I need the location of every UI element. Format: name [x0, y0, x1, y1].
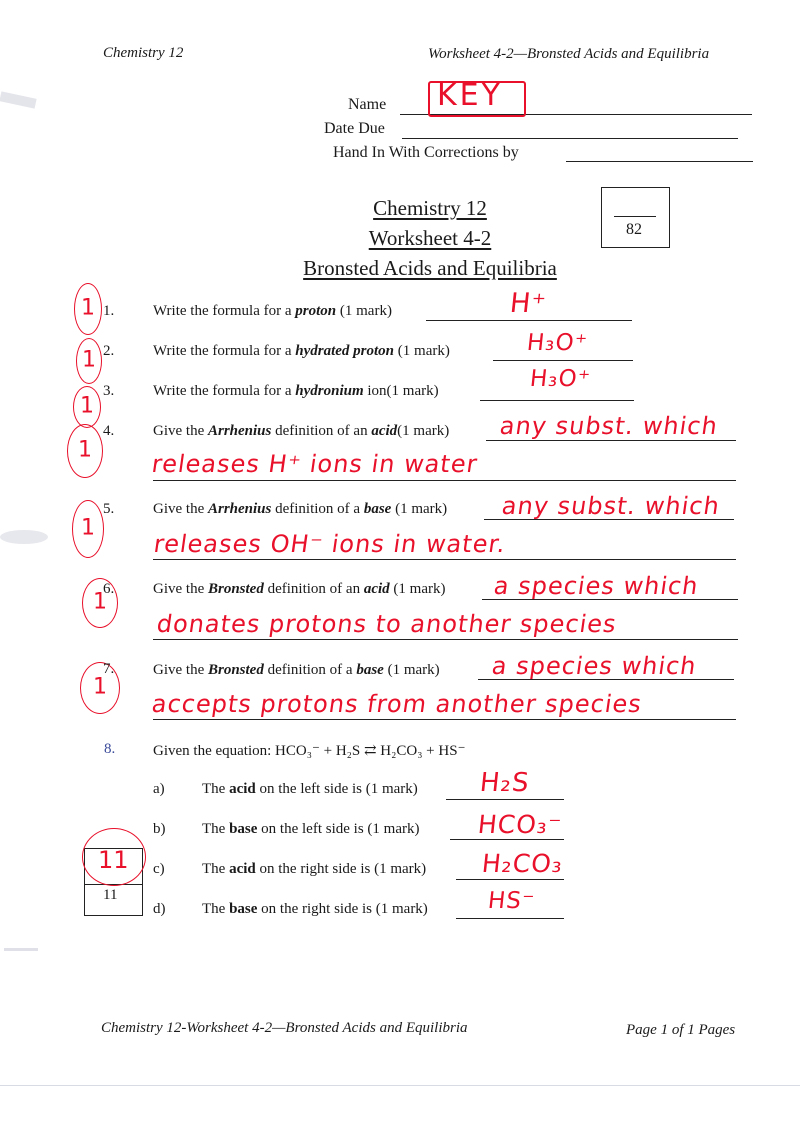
date-due-field[interactable]	[402, 138, 738, 139]
part-term: acid	[229, 781, 256, 797]
question-text	[153, 343, 450, 360]
answer-handwritten: donates protons to another species	[155, 610, 619, 638]
answer-handwritten: a species which	[490, 652, 699, 680]
question-number: 8.	[104, 741, 116, 757]
part-text-post: on the right side is (1 mark)	[255, 861, 427, 877]
mark-value: 1	[78, 437, 92, 463]
scan-edge	[0, 1085, 800, 1086]
title-worksheet: Worksheet 4-2	[368, 226, 492, 250]
part-label: b)	[153, 821, 166, 837]
question-text	[153, 662, 440, 679]
question-number: 1.	[103, 303, 115, 319]
question-number: 7.	[103, 661, 115, 677]
answer-handwritten: any subst. which	[500, 492, 722, 520]
answer-line[interactable]	[153, 480, 736, 481]
question-term: hydrated proton	[295, 343, 395, 359]
mark-value: 1	[93, 589, 107, 615]
hand-in-label: Hand In With Corrections by	[333, 144, 519, 161]
mark-circle	[74, 283, 102, 335]
answer-handwritten: HCO₃⁻	[476, 810, 564, 839]
answer-line[interactable]	[493, 360, 633, 361]
mark-value: 1	[82, 347, 96, 373]
q8-score-total: 11	[103, 887, 118, 903]
date-due-label: Date Due	[324, 120, 385, 137]
question-text-pre: Write the formula for a	[153, 303, 296, 319]
answer-line[interactable]	[446, 799, 564, 800]
question-text-post: (1 mark)	[397, 423, 450, 439]
question-text-pre: Write the formula for a	[153, 383, 296, 399]
question-text-pre: Give the	[153, 501, 208, 517]
part-label: c)	[153, 861, 165, 877]
score-total: 82	[626, 221, 642, 238]
question-term: acid	[363, 581, 390, 597]
question-text-pre: Give the	[153, 662, 208, 678]
total-score-box	[601, 187, 670, 248]
answer-line[interactable]	[480, 400, 634, 401]
name-label: Name	[348, 96, 387, 113]
question-text-pre: Give the	[153, 423, 208, 439]
part-text	[202, 901, 428, 918]
question-text	[153, 383, 439, 400]
part-text-post: on the left side is (1 mark)	[255, 781, 418, 797]
scan-smudge	[4, 948, 38, 951]
answer-line[interactable]	[456, 879, 564, 880]
answer-line[interactable]	[486, 440, 736, 441]
question-number: 3.	[103, 383, 115, 399]
part-term: base	[229, 821, 258, 837]
part-text-pre: The	[202, 821, 230, 837]
answer-handwritten: H₂S	[478, 768, 532, 798]
question-text-post: (1 mark)	[391, 501, 448, 517]
question-term: base	[363, 501, 392, 517]
part-label: d)	[153, 901, 166, 917]
question-text-pre: Write the formula for a	[153, 343, 296, 359]
answer-handwritten: a species which	[492, 572, 701, 600]
part-term: acid	[229, 861, 256, 877]
part-text-pre: The	[202, 861, 230, 877]
name-value: KEY	[437, 78, 503, 113]
question-text-mid: definition of an	[271, 423, 372, 439]
question-text-post: (1 mark)	[389, 581, 446, 597]
question-term: Arrhenius	[207, 501, 272, 517]
question-term: Bronsted	[207, 581, 264, 597]
part-text-post: on the left side is (1 mark)	[257, 821, 420, 837]
score-blank	[614, 216, 656, 217]
scan-smudge	[0, 91, 37, 108]
answer-handwritten: accepts protons from another species	[150, 690, 644, 718]
answer-handwritten: H₃O⁺	[525, 330, 590, 356]
worksheet-header: Worksheet 4-2—Bronsted Acids and Equilibria	[428, 46, 710, 62]
answer-line[interactable]	[153, 559, 736, 560]
part-text-pre: The	[202, 901, 230, 917]
question-text-mid: definition of a	[263, 662, 357, 678]
course-header: Chemistry 12	[103, 45, 184, 61]
mark-value: 1	[93, 674, 107, 700]
answer-line[interactable]	[153, 719, 736, 720]
title-topic: Bronsted Acids and Equilibria	[303, 256, 557, 280]
answer-line[interactable]	[456, 918, 564, 919]
answer-line[interactable]	[450, 839, 564, 840]
question-text-pre: Give the	[153, 581, 208, 597]
question-term: acid	[371, 423, 398, 439]
question-term: hydronium	[295, 383, 364, 399]
question-text	[153, 423, 449, 440]
question-text-mid: definition of an	[263, 581, 364, 597]
question-number: 6.	[103, 581, 115, 597]
scan-smudge	[0, 530, 48, 544]
answer-line[interactable]	[153, 639, 738, 640]
question-number: 4.	[103, 423, 115, 439]
part-text	[202, 861, 426, 878]
question-text-post: (1 mark)	[394, 343, 450, 359]
mark-value: 1	[81, 515, 95, 541]
answer-handwritten: releases OH⁻ ions in water.	[152, 530, 508, 558]
equation-text: Given the equation: HCO₃⁻ + H₂S ⇄ H₂CO₃ + HS⁻	[153, 743, 466, 759]
part-text-post: on the right side is (1 mark)	[257, 901, 428, 917]
hand-in-field[interactable]	[566, 161, 753, 162]
q8-score-earned: 11	[98, 846, 129, 874]
title-course: Chemistry 12	[373, 196, 487, 220]
question-text-post: (1 mark)	[383, 662, 440, 678]
question-text	[153, 581, 445, 598]
question-text-post: ion(1 mark)	[363, 383, 439, 399]
part-term: base	[229, 901, 258, 917]
answer-handwritten: any subst. which	[498, 412, 720, 440]
answer-handwritten: releases H⁺ ions in water	[150, 450, 480, 478]
question-text-post: (1 mark)	[336, 303, 392, 319]
answer-handwritten: H₂CO₃	[480, 849, 565, 878]
answer-handwritten: H⁺	[508, 288, 549, 319]
mark-circle	[73, 386, 101, 428]
mark-circle	[67, 424, 103, 478]
mark-circle	[72, 500, 104, 558]
question-text	[153, 501, 447, 518]
mark-circle	[76, 338, 102, 384]
part-label: a)	[153, 781, 165, 797]
part-text	[202, 821, 419, 838]
part-text	[202, 781, 418, 798]
question-number: 5.	[103, 501, 115, 517]
question-term: proton	[295, 303, 337, 319]
question-term: Arrhenius	[207, 423, 272, 439]
mark-value: 1	[81, 295, 95, 321]
part-text-pre: The	[202, 781, 230, 797]
question-text	[153, 303, 392, 320]
answer-handwritten: H₃O⁺	[528, 366, 593, 392]
footer-title: Chemistry 12-Worksheet 4-2—Bronsted Acids and Equilibria	[101, 1020, 468, 1036]
answer-handwritten: HS⁻	[486, 888, 537, 914]
footer-page: Page 1 of 1 Pages	[626, 1022, 736, 1038]
answer-line[interactable]	[426, 320, 632, 321]
mark-value: 1	[80, 393, 94, 419]
question-number: 2.	[103, 343, 115, 359]
question-term: base	[356, 662, 384, 678]
question-text-mid: definition of a	[271, 501, 364, 517]
question-term: Bronsted	[207, 662, 264, 678]
